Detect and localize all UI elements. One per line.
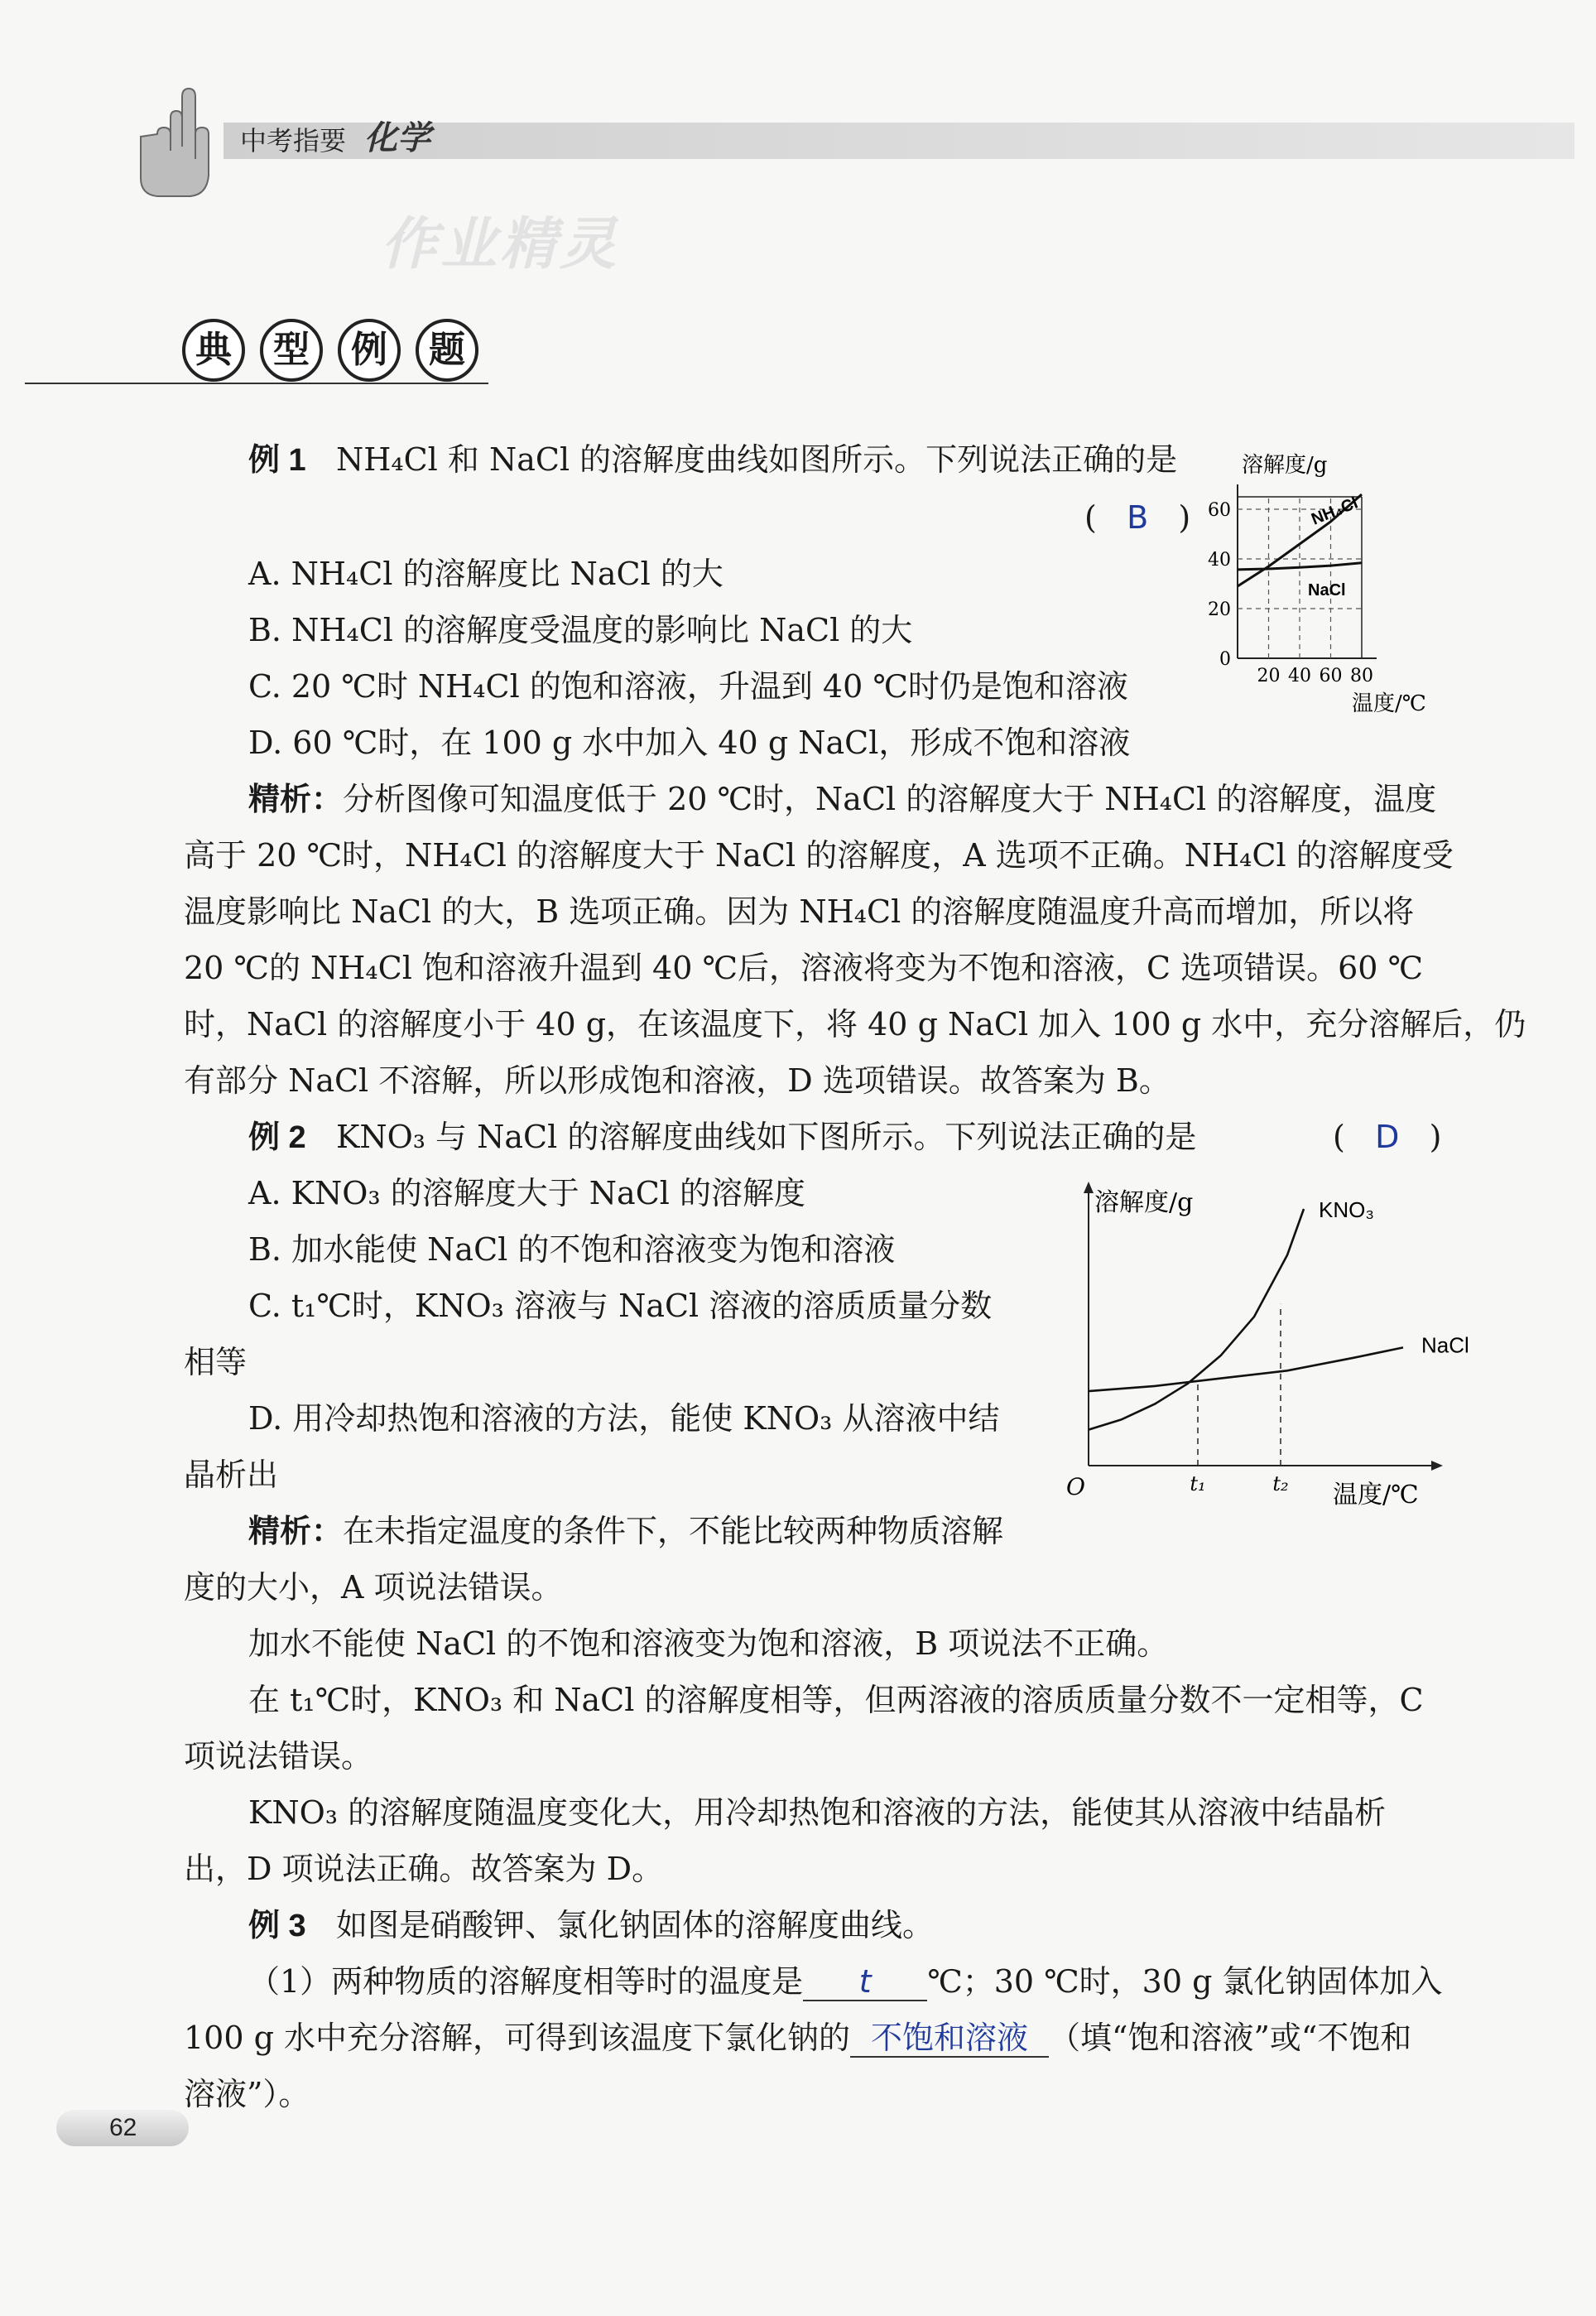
ex1-label: 例 1	[248, 443, 306, 478]
ex1-option-a: A. NH₄Cl 的溶解度比 NaCl 的大	[248, 556, 723, 592]
chart2-ylabel: 溶解度/g	[1094, 1188, 1194, 1217]
hand-logo-icon	[124, 79, 224, 203]
chart1-y-tick: 60	[1208, 500, 1231, 521]
ex2-analysis-label: 精析：	[248, 1514, 344, 1549]
page-number: 62	[109, 2114, 137, 2141]
chart2-series-label: NaCl	[1421, 1332, 1469, 1358]
ex3-q1-text-a: （1）两种物质的溶解度相等时的温度是	[248, 1963, 804, 2000]
ex2-option-b: B. 加水能使 NaCl 的不饱和溶液变为饱和溶液	[248, 1231, 896, 1268]
chart1-x-tick: 60	[1319, 666, 1343, 686]
ex2-stem-text: KNO₃ 与 NaCl 的溶解度曲线如下图所示。下列说法正确的是	[335, 1119, 1197, 1155]
ex1-stem	[248, 439, 1177, 481]
ex1-analysis-line1	[248, 778, 1436, 821]
ex1-analysis-line5: 时，NaCl 的溶解度小于 40 g，在该温度下，将 40 g NaCl 加入 100 g 水中，充分溶解后，仍	[184, 1006, 1526, 1042]
ex1-answer: B	[1127, 499, 1149, 536]
ex2-stem	[248, 1116, 1196, 1158]
section-char: 典	[182, 319, 245, 382]
chart1-x-tick: 80	[1350, 666, 1373, 686]
section-char: 题	[416, 319, 478, 382]
ex3-q1-text-d: （填“饱和溶液”或“不饱和	[1049, 2020, 1412, 2056]
subject-title: 化学	[364, 118, 430, 157]
chart2-x-tick: t₂	[1272, 1472, 1289, 1495]
ex3-blank-1[interactable]: t	[803, 1963, 927, 2001]
series-title: 中考指要	[240, 125, 347, 156]
ex2-label: 例 2	[248, 1120, 306, 1155]
chart2-x-tick: t₁	[1190, 1472, 1206, 1495]
ex3-q1-text-c: 100 g 水中充分溶解，可得到该温度下氯化钠的	[184, 2020, 851, 2056]
ex1-analysis-line4: 20 ℃的 NH₄Cl 饱和溶液升温到 40 ℃后，溶液将变为不饱和溶液，C 选项错误。60 ℃	[184, 950, 1424, 986]
chart2-series-line	[1089, 1347, 1403, 1391]
ex2-option-c1: C. t₁℃时，KNO₃ 溶液与 NaCl 溶液的溶质质量分数	[248, 1288, 993, 1324]
chart-2	[1051, 1176, 1469, 1524]
chart1-series-label: NaCl	[1308, 581, 1346, 600]
ex1-analysis-line3: 温度影响比 NaCl 的大，B 选项正确。因为 NH₄Cl 的溶解度随温度升高而增加，所以将	[184, 893, 1415, 930]
ex2-answer-bracket: ( D )	[1333, 1119, 1442, 1155]
chart1-y-tick: 20	[1208, 599, 1231, 620]
ex1-analysis-text1: 分析图像可知温度低于 20 ℃时，NaCl 的溶解度大于 NH₄Cl 的溶解度，温度	[343, 781, 1437, 817]
ex3-q1-line3: 溶液”）。	[184, 2076, 310, 2112]
ex1-analysis-line2: 高于 20 ℃时，NH₄Cl 的溶解度大于 NaCl 的溶解度，A 选项不正确。NH₄Cl 的溶解度受	[184, 837, 1454, 874]
watermark: 作业精灵	[381, 213, 620, 276]
ex2-analysis-line5: 项说法错误。	[184, 1738, 373, 1774]
ex1-stem-text: NH₄Cl 和 NaCl 的溶解度曲线如图所示。下列说法正确的是	[335, 441, 1178, 478]
ex1-analysis-label: 精析：	[248, 782, 344, 817]
chart2-origin: O	[1066, 1473, 1085, 1500]
ex3-blank-2[interactable]: 不饱和溶液	[850, 2020, 1049, 2058]
ex2-analysis-line3: 加水不能使 NaCl 的不饱和溶液变为饱和溶液，B 项说法不正确。	[248, 1625, 1169, 1662]
section-underline	[25, 383, 488, 384]
chart-1	[1204, 447, 1453, 720]
ex2-option-d2: 晶析出	[184, 1457, 279, 1493]
ex3-q1-text-b: ℃；30 ℃时，30 g 氯化钠固体加入	[927, 1963, 1443, 2000]
ex2-option-a: A. KNO₃ 的溶解度大于 NaCl 的溶解度	[248, 1175, 805, 1211]
chart1-y-tick: 0	[1219, 649, 1231, 670]
chart1-ylabel: 溶解度/g	[1242, 453, 1328, 478]
ex3-stem	[248, 1904, 934, 1947]
chart1-series-label: NH₄Cl	[1309, 494, 1361, 529]
chart2-y-arrow	[1084, 1182, 1094, 1193]
ex1-option-b: B. NH₄Cl 的溶解度受温度的影响比 NaCl 的大	[248, 612, 913, 648]
section-char: 型	[260, 319, 323, 382]
chart2-series-label: KNO₃	[1319, 1197, 1374, 1222]
ex2-analysis-line6: KNO₃ 的溶解度随温度变化大，用冷却热饱和溶液的方法，能使其从溶液中结晶析	[248, 1794, 1387, 1831]
ex2-answer: D	[1375, 1119, 1400, 1155]
chart1-x-tick: 20	[1257, 666, 1281, 686]
ex2-analysis-line2: 度的大小，A 项说法错误。	[184, 1569, 563, 1606]
section-char: 例	[338, 319, 401, 382]
chart2-x-arrow	[1431, 1461, 1443, 1471]
chart1-y-tick: 40	[1208, 550, 1231, 571]
ex2-analysis-line7: 出，D 项说法正确。故答案为 D。	[184, 1851, 664, 1887]
ex3-stem-text: 如图是硝酸钾、氯化钠固体的溶解度曲线。	[335, 1907, 934, 1943]
ex3-q1-line2	[184, 2017, 1411, 2058]
ex1-option-c: C. 20 ℃时 NH₄Cl 的饱和溶液，升温到 40 ℃时仍是饱和溶液	[248, 668, 1128, 705]
ex2-option-c2: 相等	[184, 1344, 248, 1380]
ex2-option-d1: D. 用冷却热饱和溶液的方法，能使 KNO₃ 从溶液中结	[248, 1400, 1000, 1437]
ex3-q1-line1	[248, 1961, 1442, 2002]
ex2-analysis-text1: 在未指定温度的条件下，不能比较两种物质溶解	[343, 1513, 1004, 1549]
ex3-label: 例 3	[248, 1909, 306, 1943]
chart1-xlabel: 温度/℃	[1352, 691, 1426, 716]
ex1-answer-bracket: ( B )	[1084, 499, 1191, 536]
ex2-analysis-line1	[248, 1510, 1003, 1553]
chart2-series-line	[1089, 1209, 1304, 1430]
chart1-x-tick: 40	[1288, 666, 1311, 686]
ex2-analysis-line4: 在 t₁℃时，KNO₃ 和 NaCl 的溶解度相等，但两溶液的溶质质量分数不一定相等，C	[248, 1682, 1424, 1718]
ex1-analysis-line6: 有部分 NaCl 不溶解，所以形成饱和溶液，D 选项错误。故答案为 B。	[184, 1062, 1171, 1099]
chart2-xlabel: 温度/℃	[1333, 1481, 1419, 1509]
ex1-option-d: D. 60 ℃时，在 100 g 水中加入 40 g NaCl，形成不饱和溶液	[248, 725, 1131, 761]
